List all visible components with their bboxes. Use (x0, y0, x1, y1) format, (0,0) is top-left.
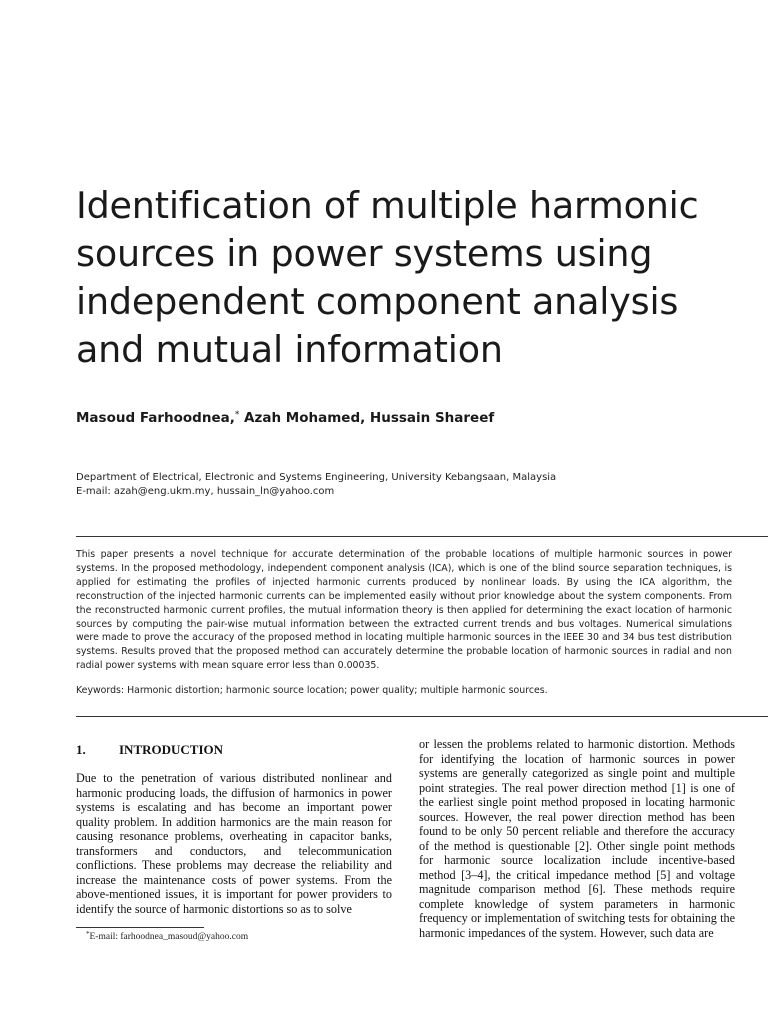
section-title: INTRODUCTION (119, 742, 224, 757)
section-number: 1. (76, 742, 86, 757)
paper-title (76, 182, 746, 374)
title-line: and mutual information (76, 328, 503, 371)
contact-email: E-mail: azah@eng.ukm.my, hussain_ln@yahoo.com (76, 486, 335, 497)
footnote (86, 930, 248, 942)
footnote-rule (76, 927, 204, 928)
affiliation: Department of Electrical, Electronic and Systems Engineering, University Kebangsaan, Malaysia (76, 472, 557, 483)
title-line: independent component analysis (76, 280, 679, 323)
footnote-marker: * (86, 930, 90, 938)
corresponding-author-marker: * (234, 410, 240, 420)
abstract-top-rule (76, 536, 768, 537)
footnote-text: E-mail: farhoodnea_masoud@yahoo.com (89, 932, 249, 942)
abstract-bottom-rule (76, 716, 768, 717)
author-rest: Azah Mohamed, Hussain Shareef (239, 410, 495, 426)
author-first: Masoud Farhoodnea, (76, 410, 235, 426)
title-line: Identification of multiple harmonic (76, 184, 699, 227)
author-list (76, 410, 494, 426)
title-line: sources in power systems using (76, 232, 653, 275)
abstract: This paper presents a novel technique for accurate determination of the probable locations of multiple harmonic sources in power systems. In the proposed methodology, independent component analysis (ICA), which is one of the blind source separation techniques, is applied for estimating the profiles of injected harmonic currents produced by nonlinear loads. By using the ICA algorithm, the reconstruction of the injected harmonic currents can be implemented easily without prior knowledge about the system components. From the reconstructed harmonic current profiles, the mutual information theory is then applied for determining the exact location of harmonic sources by computing the pair-wise mutual information between the extracted current trends and bus voltages. Numerical simulations were made to prove the accuracy of the proposed method in locating multiple harmonic sources in the IEEE 30 and 34 bus test distribution systems. Results proved that the proposed method can accurately determine the probable location of harmonic sources in radial and non radial power systems with mean square error less than 0.00035. (76, 549, 732, 672)
affiliation-block (76, 471, 556, 499)
section-heading (76, 742, 223, 758)
intro-right-column: or lessen the problems related to harmonic distortion. Methods for identifying the location of harmonic sources in power systems are generally categorized as single point and multiple point strategies. The real power direction method [1] is one of the earliest single point method proposed in locating harmonic sources. However, the real power direction method has been found to be only 50 percent reliable and therefore the accuracy of the method is questionable [2]. Other single point methods for harmonic source localization include incentive-based method [3–4], the critical impedance method [5] and voltage magnitude comparison method [6]. These methods require complete knowledge of system parameters in harmonic frequency or implementation of switching tests for obtaining the harmonic impedances of the system. However, such data are (419, 737, 735, 940)
intro-left-column: Due to the penetration of various distributed nonlinear and harmonic producing loads, the diffusion of harmonics in power systems is escalating and has become an important power quality problem. In addition harmonics are the main reason for causing resonance problems, overheating in capacitor banks, transformers and conductors, and telecommunication conflictions. These problems may decrease the reliability and increase the maintenance costs of power systems. From the above-mentioned issues, it is important for power providers to identify the source of harmonic distortions so as to solve (76, 771, 392, 916)
keywords: Keywords: Harmonic distortion; harmonic source location; power quality; multiple harmonic sources. (76, 685, 548, 696)
